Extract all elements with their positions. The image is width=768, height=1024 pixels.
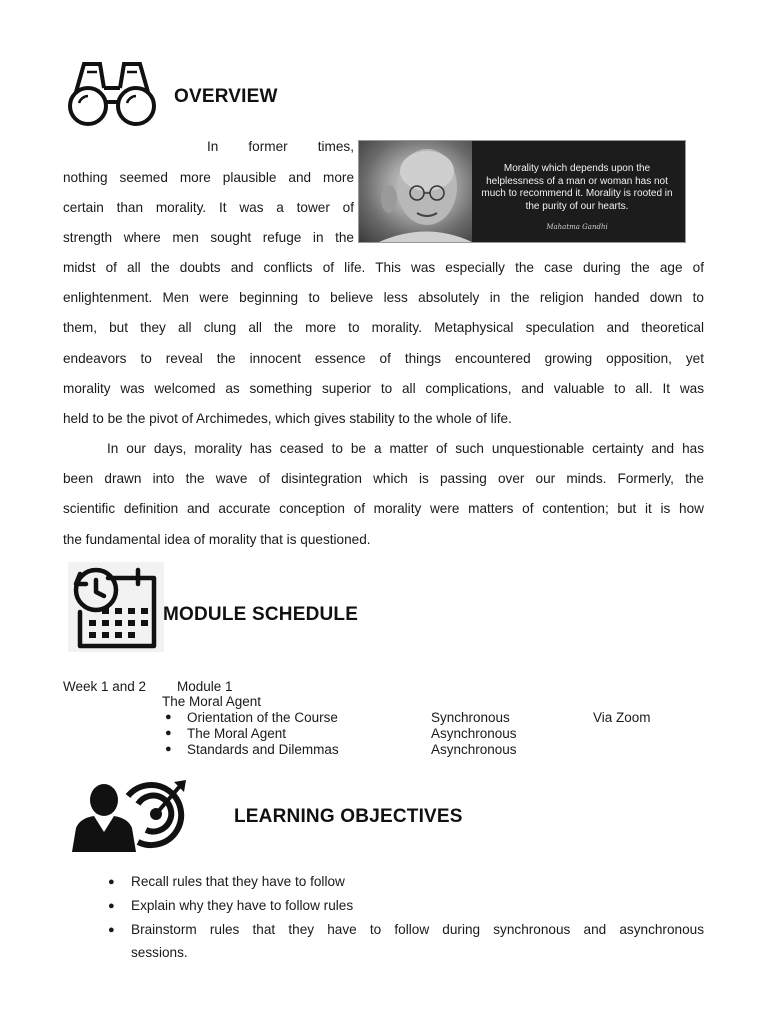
paragraph-line: nothing seemed more plausible and more <box>63 170 354 185</box>
schedule-module: Module 1 <box>177 679 233 694</box>
paragraph-line: enlightenment. Men were beginning to believe less absolutely in the religion handed down to <box>63 290 704 305</box>
paragraph-line: held to be the pivot of Archimedes, which gives stability to the whole of life. <box>63 411 512 426</box>
schedule-item-mode: Synchronous <box>431 710 510 725</box>
module-schedule-heading: MODULE SCHEDULE <box>163 604 359 625</box>
overview-heading: OVERVIEW <box>174 86 278 107</box>
bullet: ● <box>108 876 115 888</box>
objective-item: Recall rules that they have to follow <box>131 874 345 889</box>
schedule-item-label: Orientation of the Course <box>187 710 338 725</box>
objective-item: Brainstorm rules that they have to follow during synchronous and asynchronous <box>131 922 704 937</box>
person-target-icon <box>68 776 190 852</box>
paragraph-line: been drawn into the wave of disintegration which is passing over our minds. Formerly, the <box>63 471 704 486</box>
paragraph-line: the fundamental idea of morality that is questioned. <box>63 532 371 547</box>
bullet: ● <box>165 711 172 723</box>
paragraph-line: them, but they all clung all the more to morality. Metaphysical speculation and theoretical <box>63 320 704 335</box>
bullet: ● <box>108 900 115 912</box>
quote-author: Mahatma Gandhi <box>546 223 608 231</box>
quote-text: Morality which depends upon the helplessness of a man or woman has not much to recommend it. Morality is rooted in the purity of our hearts. <box>481 163 673 212</box>
schedule-item-label: Standards and Dilemmas <box>187 742 339 757</box>
paragraph-line: certain than morality. It was a tower of <box>63 200 354 215</box>
paragraph-line: In our days, morality has ceased to be a matter of such unquestionable certainty and has <box>107 441 704 456</box>
paragraph-line: endeavors to reveal the innocent essence of things encountered growing opposition, yet <box>63 351 704 366</box>
schedule-item-label: The Moral Agent <box>187 726 287 741</box>
bullet: ● <box>108 924 115 936</box>
learning-objectives-heading: LEARNING OBJECTIVES <box>234 806 463 827</box>
schedule-item-mode: Asynchronous <box>431 726 517 741</box>
paragraph-line: In former times, <box>207 139 354 154</box>
schedule-item-mode: Asynchronous <box>431 742 517 757</box>
paragraph-line: morality was welcomed as something superior to all complications, and valuable to all. It was <box>63 381 704 396</box>
objective-item-continued: sessions. <box>131 945 188 960</box>
portrait-photo <box>359 141 472 242</box>
paragraph-line: midst of all the doubts and conflicts of life. This was especially the case during the age of <box>63 260 704 275</box>
paragraph-line: strength where men sought refuge in the <box>63 230 354 245</box>
bullet: ● <box>165 743 172 755</box>
schedule-item-via: Via Zoom <box>593 710 651 725</box>
objective-item: Explain why they have to follow rules <box>131 898 354 913</box>
schedule-module-title: The Moral Agent <box>162 694 262 709</box>
paragraph-line: scientific definition and accurate conception of morality were matters of contention; but it is how <box>63 501 704 516</box>
binoculars-icon <box>66 58 158 128</box>
schedule-week: Week 1 and 2 <box>63 679 147 694</box>
bullet: ● <box>165 727 172 739</box>
calendar-clock-icon <box>68 562 164 652</box>
gandhi-quote-image <box>358 140 686 243</box>
